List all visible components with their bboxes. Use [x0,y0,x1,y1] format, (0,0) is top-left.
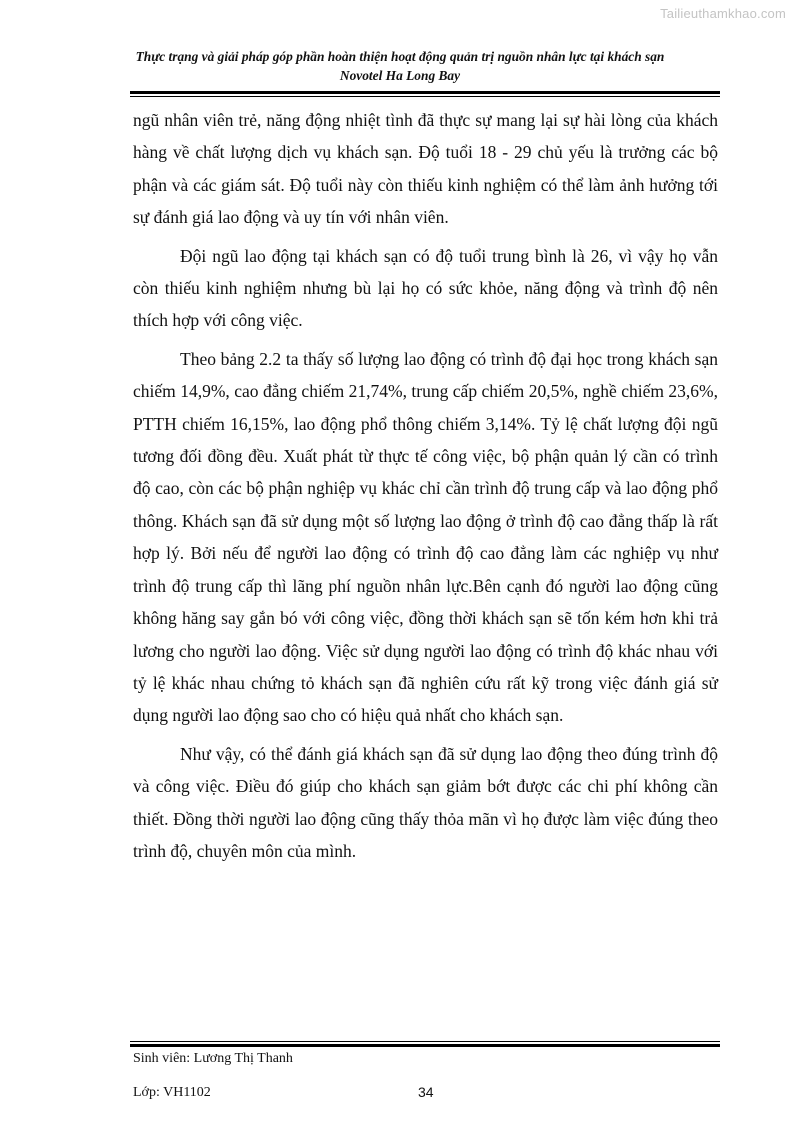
footer-class-code: Lớp: VH1102 [133,1085,211,1100]
footer-rule-thin [130,1041,720,1042]
footer-rule-thick [130,1044,720,1047]
paragraph-education-levels: Theo bảng 2.2 ta thấy số lượng lao động có trình độ đại học trong khách sạn chiếm 14,9%, cao đẳng chiếm 21,74%, trung cấp chiếm 20,5%, nghề chiếm 23,6%, PTTH chiếm 16,15%, lao động phổ thông chiếm 3,14%. Tỷ lệ chất lượng đội ngũ tương đối đồng đều. Xuất phát từ thực tế công việc, bộ phận quản lý cần có trình độ cao, còn các bộ phận nghiệp vụ khác chỉ cần trình độ trung cấp và lao động phổ thông. Khách sạn đã sử dụng một số lượng lao động ở trình độ cao đẳng thấp là rất hợp lý. Bởi nếu để người lao động có trình độ cao đẳng làm các nghiệp vụ như trình độ trung cấp thì lãng phí nguồn nhân lực.Bên cạnh đó người lao động cũng không hăng say gắn bó với công việc, đồng thời khách sạn sẽ tốn kém hơn khi trả lương cho người lao động. Việc sử dụng người lao động có trình độ khác nhau với tỷ lệ khác nhau chứng tỏ khách sạn đã nghiên cứu rất kỹ trong việc đánh giá sử dụng người lao động sao cho có hiệu quả nhất cho khách sạn. [133,348,718,726]
header-rule-thick [130,91,720,94]
header-title-line-1: Thực trạng và giải pháp góp phần hoàn thiện hoạt động quản trị nguồn nhân lực tại khách sạn [135,49,665,64]
paragraph-continuation: ngũ nhân viên trẻ, năng động nhiệt tình đã thực sự mang lại sự hài lòng của khách hàng về chất lượng dịch vụ khách sạn. Độ tuổi 18 - 29 chủ yếu là trưởng các bộ phận và các giám sát. Độ tuổi này còn thiếu kinh nghiệm có thể làm ảnh hưởng tới sự đánh giá lao động và uy tín với nhân viên. [133,110,718,228]
paragraph-average-age: Đội ngũ lao động tại khách sạn có độ tuổi trung bình là 26, vì vậy họ vẫn còn thiếu kinh nghiệm nhưng bù lại họ có sức khỏe, năng động và trình độ nên thích hợp với công việc. [133,245,718,331]
footer-student-name: Sinh viên: Lương Thị Thanh [133,1051,293,1066]
watermark-text: Tailieuthamkhao.com [660,6,786,21]
running-header [100,47,700,85]
header-rule-thin [130,96,720,97]
page-number: 34 [418,1084,434,1100]
paragraph-conclusion: Như vậy, có thể đánh giá khách sạn đã sử dụng lao động theo đúng trình độ và công việc. Điều đó giúp cho khách sạn giảm bớt được các chi phí không cần thiết. Đồng thời người lao động cũng thấy thỏa mãn vì họ được làm việc đúng theo trình độ, chuyên môn của mình. [133,743,718,861]
document-body [133,104,718,873]
header-title-line-2: Novotel Ha Long Bay [339,68,461,83]
